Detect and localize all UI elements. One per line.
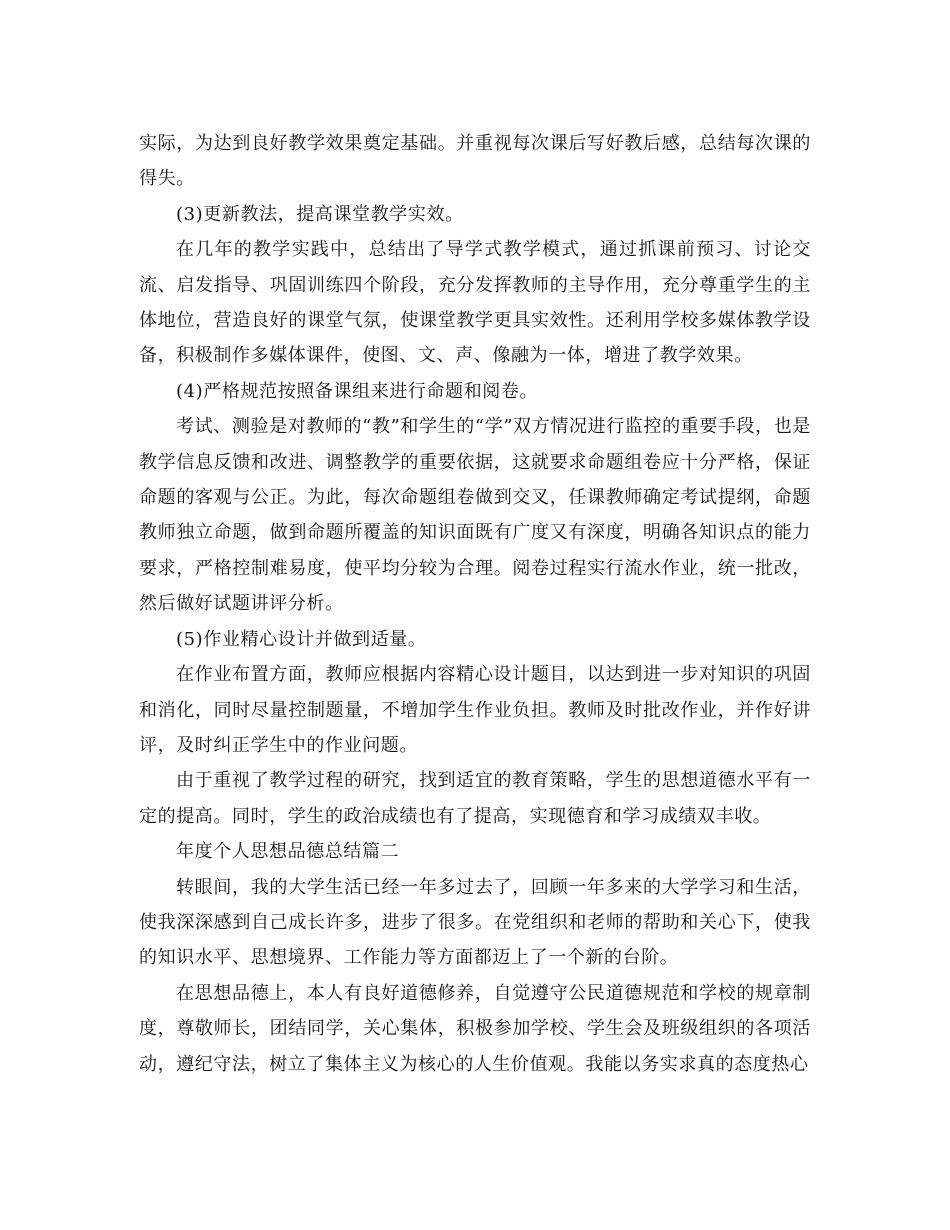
- article-title-part-two: 年度个人思想品德总结篇二: [176, 841, 400, 863]
- paragraph-2: 在几年的教学实践中，总结出了导学式教学模式，通过抓课前预习、讨论交流、启发指导、巩固训练四个阶段，充分发挥教师的主导作用，充分尊重学生的主体地位，营造良好的课堂气氛，使课堂教学更具实效性。还利用学校多媒体教学设备，积极制作多媒体课件，使图、文、声、像融为一体，增进了教学效果。: [139, 239, 811, 367]
- document-body: [139, 126, 811, 1082]
- paragraph-1: 实际，为达到良好教学效果奠定基础。并重视每次课后写好教后感，总结每次课的得失。: [139, 133, 811, 190]
- paragraph-7: 在思想品德上，本人有良好道德修养，自觉遵守公民道德规范和学校的规章制度，尊敬师长，团结同学，关心集体，积极参加学校、学生会及班级组织的各项活动，遵纪守法，树立了集体主义为核心的人生价值观。我能以务实求真的态度热心: [139, 982, 811, 1075]
- paragraph-5: 由于重视了教学过程的研究，找到适宜的教育策略，学生的思想道德水平有一定的提高。同时，学生的政治成绩也有了提高，实现德育和学习成绩双丰收。: [139, 770, 811, 827]
- section-heading-4: (4)严格规范按照备课组来进行命题和阅卷。: [176, 380, 539, 402]
- paragraph-3: 考试、测验是对教师的“教”和学生的“学”双方情况进行监控的重要手段，也是教学信息反馈和改进、调整教学的重要依据，这就要求命题组卷应十分严格，保证命题的客观与公正。为此，每次命题组卷做到交叉，任课教师确定考试提纲，命题教师独立命题，做到命题所覆盖的知识面既有广度又有深度，明确各知识点的能力要求，严格控制难易度，使平均分较为合理。阅卷过程实行流水作业，统一批改，然后做好试题讲评分析。: [139, 416, 811, 615]
- section-heading-5: (5)作业精心设计并做到适量。: [176, 628, 427, 650]
- paragraph-4: 在作业布置方面，教师应根据内容精心设计题目，以达到进一步对知识的巩固和消化，同时尽量控制题量，不增加学生作业负担。教师及时批改作业，并作好讲评，及时纠正学生中的作业问题。: [139, 664, 811, 756]
- section-heading-3: (3)更新教法，提高课堂教学实效。: [176, 203, 464, 225]
- paragraph-6: 转眼间，我的大学生活已经一年多过去了，回顾一年多来的大学学习和生活，使我深深感到自己成长许多，进步了很多。在党组织和老师的帮助和关心下，使我的知识水平、思想境界、工作能力等方面都迈上了一个新的台阶。: [139, 876, 811, 969]
